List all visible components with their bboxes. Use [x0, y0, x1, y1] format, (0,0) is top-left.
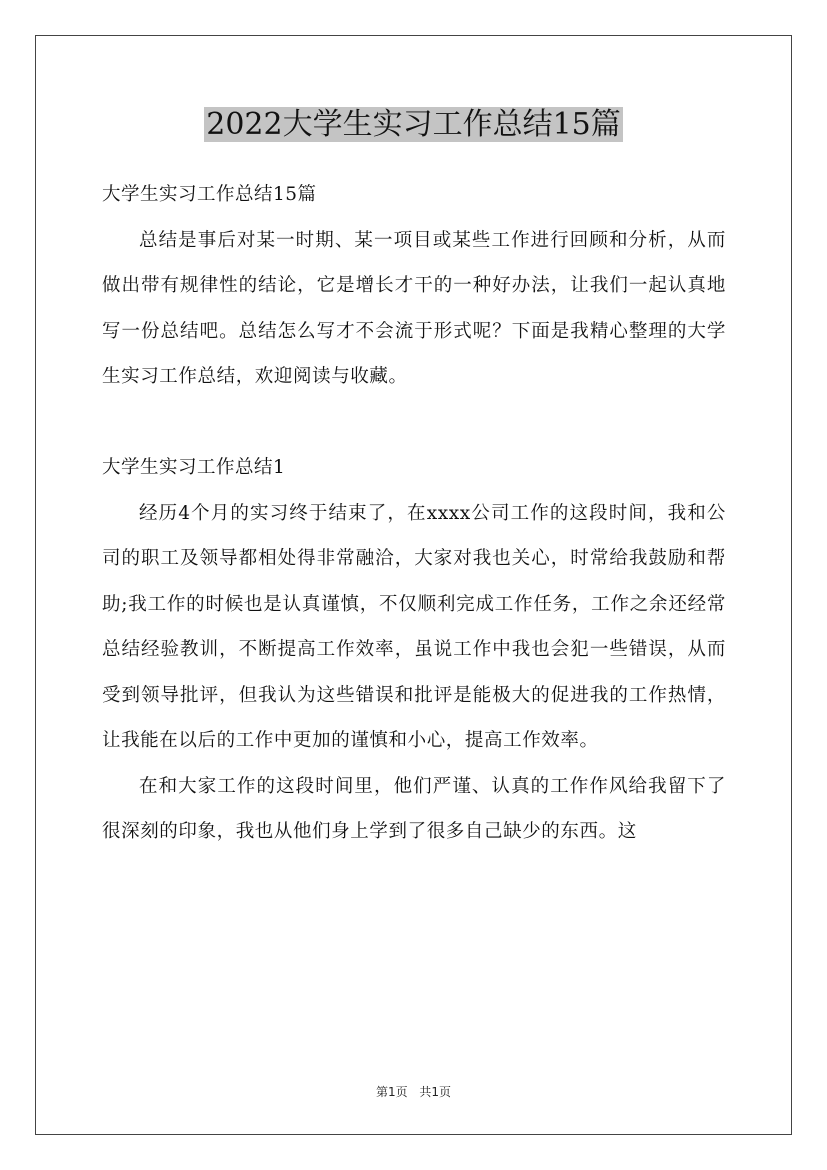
document-title: [0, 104, 827, 143]
document-body: [102, 172, 726, 855]
section-heading: 大学生实习工作总结1: [102, 457, 286, 478]
page-total: 共1页: [419, 1085, 452, 1099]
blank-line: [102, 400, 726, 446]
document-title-text: 2022大学生实习工作总结15篇: [206, 107, 621, 142]
page-footer: [0, 1083, 827, 1100]
body-paragraph-1: 经历4个月的实习终于结束了，在xxxx公司工作的这段时间，我和公司的职工及领导都相处得非常融洽，大家对我也关心，时常给我鼓励和帮助;我工作的时候也是认真谨慎，不仅顺利完成工作任务，工作之余还经常总结经验教训，不断提高工作效率，虽说工作中我也会犯一些错误，从而受到领导批评，但我认为这些错误和批评是能极大的促进我的工作热情，让我能在以后的工作中更加的谨慎和小心，提高工作效率。: [102, 502, 726, 751]
body-paragraph-2: 在和大家工作的这段时间里，他们严谨、认真的工作作风给我留下了很深刻的印象，我也从他们身上学到了很多自己缺少的东西。这: [102, 775, 726, 842]
document-subtitle: 大学生实习工作总结15篇: [102, 184, 317, 205]
intro-paragraph: 总结是事后对某一时期、某一项目或某些工作进行回顾和分析，从而做出带有规律性的结论，它是增长才干的一种好办法，让我们一起认真地写一份总结吧。总结怎么写才不会流于形式呢？下面是我精心整理的大学生实习工作总结，欢迎阅读与收藏。: [102, 229, 726, 387]
page-current: 第1页: [375, 1085, 408, 1099]
